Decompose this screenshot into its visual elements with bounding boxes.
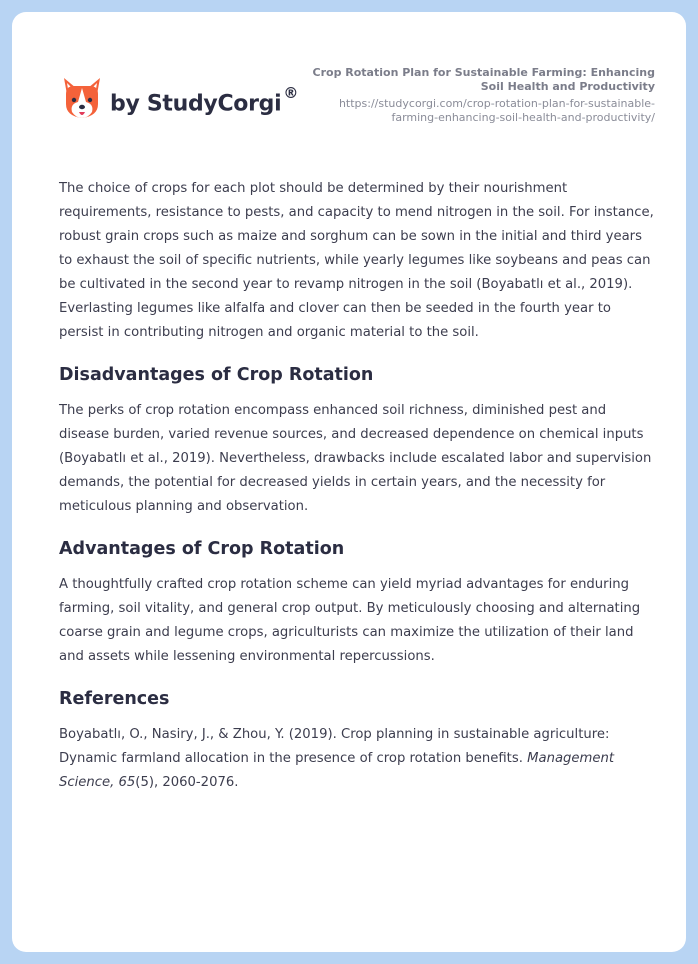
reference-text: Boyabatlı, O., Nasiry, J., & Zhou, Y. (2019). Crop planning in sustainable agriculture: Dynamic farmland allocation in the presence of crop rotation benefits. xyxy=(59,727,610,766)
document-meta xyxy=(295,66,655,125)
reference-entry xyxy=(59,723,659,795)
reference-journal: Management Science, 65 xyxy=(59,751,614,790)
corgi-icon xyxy=(60,74,104,122)
section-heading-disadvantages: Disadvantages of Crop Rotation xyxy=(59,365,374,385)
studycorgi-logo[interactable] xyxy=(60,74,298,122)
section-heading-advantages: Advantages of Crop Rotation xyxy=(59,539,345,559)
document-page xyxy=(12,12,686,952)
reference-issue-pages: (5), 2060-2076. xyxy=(135,775,239,790)
references-heading: References xyxy=(59,689,170,709)
document-title: Crop Rotation Plan for Sustainable Farming: Enhancing Soil Health and Productivity xyxy=(312,66,655,93)
section-paragraph-advantages: A thoughtfully crafted crop rotation scheme can yield myriad advantages for enduring farming, soil vitality, and general crop output. By meticulously choosing and alternating coarse grain and legume crops, agriculturists can maximize the utilization of their land and assets while lessening environmental repercussions. xyxy=(59,577,641,664)
document-body xyxy=(59,177,659,795)
document-url[interactable]: https://studycorgi.com/crop-rotation-plan-for-sustainable-farming-enhancing-soil-health-and-productivity/ xyxy=(338,97,655,124)
registered-mark: ® xyxy=(283,83,299,102)
section-paragraph-disadvantages: The perks of crop rotation encompass enhanced soil richness, diminished pest and disease burden, varied revenue sources, and decreased dependence on chemical inputs (Boyabatlı et al., 2019). Nevertheless, drawbacks include escalated labor and supervision demands, the potential for decreased yields in certain years, and the necessity for meticulous planning and observation. xyxy=(59,403,652,514)
brand-name: by StudyCorgi ® xyxy=(110,83,299,117)
intro-paragraph: The choice of crops for each plot should be determined by their nourishment requirements, resistance to pests, and capacity to mend nitrogen in the soil. For instance, robust grain crops such as maize and sorghum can be sown in the initial and third years to exhaust the soil of specific nutrients, while yearly legumes like soybeans and peas can be cultivated in the second year to revamp nitrogen in the soil (Boyabatlı et al., 2019). Everlasting legumes like alfalfa and clover can then be seeded in the fourth year to persist in contributing nitrogen and organic material to the soil. xyxy=(59,181,654,340)
